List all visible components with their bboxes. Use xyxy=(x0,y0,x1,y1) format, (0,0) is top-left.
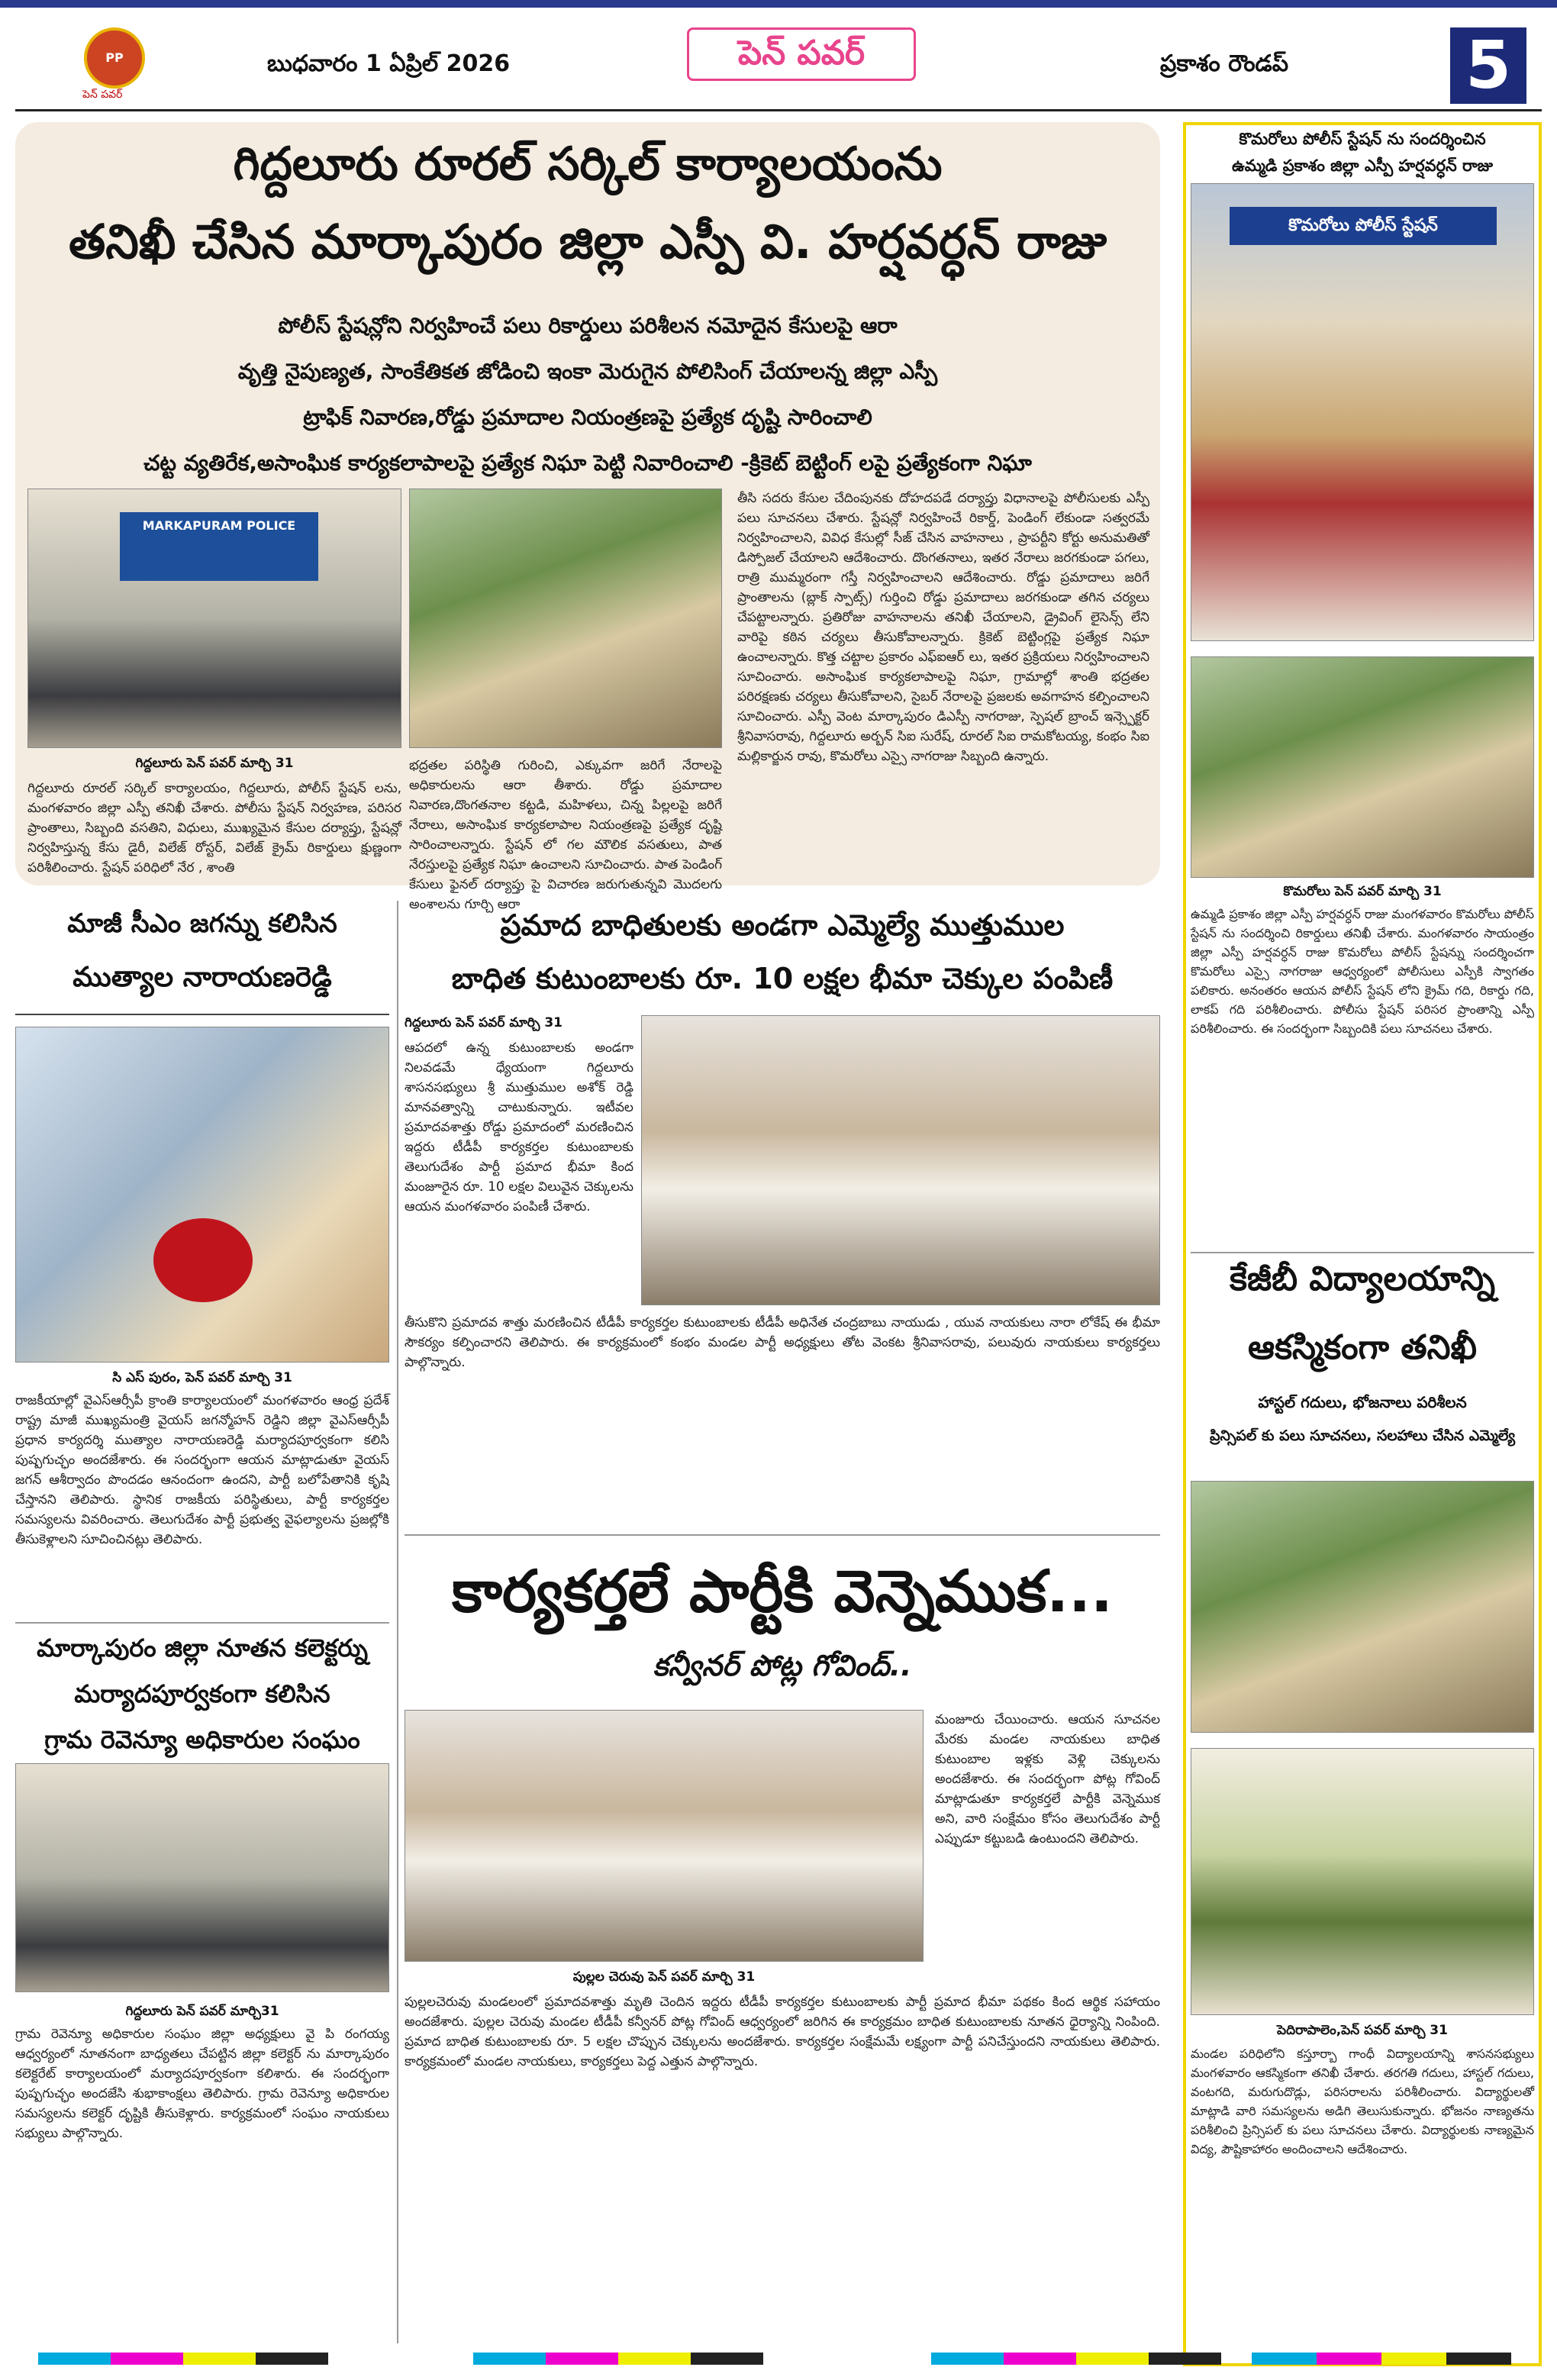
registration-bar xyxy=(931,2353,1221,2365)
lead-sub-4: చట్ట వ్యతిరేక,అసాంఘిక కార్యకలాపాలపై ప్రత్యేక నిఘా పెట్టి నివారించాలి -క్రికెట్ బెట్టింగ్ లపై ప్రత్యేకంగా నిఘా xyxy=(143,450,1032,476)
lead-headline-2: తనిఖీ చేసిన మార్కాపురం జిల్లా ఎస్పీ వి. హర్షవర్ధన్ రాజు xyxy=(68,214,1107,269)
page-date: బుధవారం 1 ఏప్రిల్ 2026 xyxy=(267,50,511,77)
convener-photo xyxy=(405,1710,924,1962)
right-body: ఉమ్మడి ప్రకాశం జిల్లా ఎస్పీ హర్షవర్ధన్ రాజు మంగళవారం కొమరోలు పోలీస్ స్టేషన్ ను సందర్శించి రికార్డులు తనిఖీ చేశారు. మంగళవారం సాయంత్రం జిల్లా ఎస్పీ హర్షవర్ధన్ రాజు కొమరోలు పోలీస్ స్టేషన్ను సందర్శించగా కొమరోలు ఎస్సై నాగరాజు ఆధ్వర్యంలో పోలీసులు ఎస్పీకి స్వాగతం పలికారు. అనంతరం ఆయన పోలీస్ స్టేషన్ లోని క్రైమ్ గది, రికార్డు గది, లాకప్ గది పరిశీలించారు. పోలీసు స్టేషన్ పరిసర ప్రాంతాన్ని ఎస్పీ పరిశీలించారు. ఈ సందర్భంగా సిబ్బందికి పలు సూచనలు చేశారు. xyxy=(1191,907,1534,1036)
jagan-title-box xyxy=(15,901,389,1015)
lead-sub-1: పోలీస్ స్టేషన్లోని నిర్వహించే పలు రికార్డులు పరిశీలన నమోదైన కేసులపై ఆరా xyxy=(278,313,898,338)
convener-title: కార్యకర్తలే పార్టీకి వెన్నెముక... xyxy=(452,1557,1113,1625)
jagan-title-2: ముత్యాల నారాయణరెడ్డి xyxy=(73,962,332,993)
collector-caption: గిద్దలూరు పెన్ పవర్ మార్చి31 xyxy=(125,2004,279,2019)
lead-body-left: గిద్దలూరు రూరల్ సర్కిల్ కార్యాలయం, గిద్దలూరు, పోలీస్ స్టేషన్ లను, మంగళవారం జిల్లా ఎస్పీ తనిఖీ చేశారు. పోలీసు స్టేషన్ నిర్వహణ, పరిసర ప్రాంతాలు, సిబ్బంది వసతిని, విధులు, ముఖ్యమైన కేసుల దర్యాప్తు, స్టేషన్లో నిర్వహిస్తున్న కేసు డైరీ, విలేజ్ రోస్టర్, విలేజ్ క్రైమ్ రికార్డులు క్షుణ్ణంగా పరిశీలించారు. స్టేషన్ పరిధిలో నేర , శాంతి xyxy=(27,781,401,876)
kgbv-title-1: కేజీబీ విద్యాలయాన్ని xyxy=(1229,1259,1495,1298)
mla-dateline: గిద్దలూరు పెన్ పవర్ మార్చి 31 xyxy=(405,1015,563,1030)
bouquet-icon xyxy=(153,1218,253,1302)
lead-headline-1: గిద్దలూరు రూరల్ సర్కిల్ కార్యాలయంను xyxy=(233,137,943,191)
right-title-2: ఉమ్మడి ప్రకాశం జిల్లా ఎస్పీ హర్షవర్ధన్ రాజు xyxy=(1231,156,1494,175)
lead-body-mid: భద్రతల పరిస్థితి గురించి, ఎక్కువగా జరిగే నేరాలపై అధికారులను ఆరా తీశారు. రోడ్డు ప్రమాదాల నివారణ,దొంగతనాల కట్టడి, మహిళలు, చిన్న పిల్లలపై జరిగే నేరాలు, అసాంఘిక కార్యకలాపాల నియంత్రణపై ప్రత్యేక దృష్టి సారించాలన్నారు. స్టేషన్ లో గల మౌలిక వసతులు, పాత నేరస్తులపై ప్రత్యేక నిఘా ఉంచాలని సూచించారు. పాత పెండింగ్ కేసులు ఫైనల్ దర్యాప్తు పై విచారణ జరుగుతున్నవి మొదలగు అంశాలను గూర్చి ఆరా xyxy=(409,758,722,912)
collector-photo xyxy=(15,1763,389,1992)
convener-subtitle: కన్వీనర్ పోట్ల గోవింద్.. xyxy=(653,1649,912,1682)
collector-body: గ్రామ రెవెన్యూ అధికారుల సంఘం జిల్లా అధ్యక్షులు వై పి రంగయ్య ఆధ్వర్యంలో నూతనంగా బాధ్యతలు చేపట్టిన జిల్లా కలెక్టర్ ను మార్కాపురం కలెక్టరేట్ కార్యాలయంలో మర్యాదపూర్వకంగా కలిశారు. ఈ సందర్భంగా పుష్పగుచ్ఛం అందజేసి శుభాకాంక్షలు తెలిపారు. గ్రామ రెవెన్యూ అధికారుల సమస్యలను కలెక్టర్ దృష్టికి తీసుకెళ్లారు. కార్యక్రమంలో సంఘం నాయకులు సభ్యులు పాల్గొన్నారు. xyxy=(15,2027,389,2141)
station-sign: కొమరోలు పోలీస్ స్టేషన్ xyxy=(1230,207,1497,245)
kgbv-photo-1 xyxy=(1191,1481,1534,1733)
mla-body-col: ఆపదలో ఉన్న కుటుంబాలకు అండగా నిలవడమే ధ్యేయంగా గిద్దలూరు శాసనసభ్యులు శ్రీ ముత్తుముల అశోక్ రెడ్డి మానవత్వాన్ని చాటుకున్నారు. ఇటీవల ప్రమాదవశాత్తు రోడ్డు ప్రమాదంలో మరణించిన ఇద్దరు టీడీపీ కార్యకర్తల కుటుంబాలకు తెలుగుదేశం పార్టీ ప్రమాద భీమా కింద మంజూరైన రూ. 10 లక్షల విలువైన చెక్కులను ఆయన మంగళవారం పంపిణీ చేశారు. xyxy=(405,1040,633,1214)
police-banner: MARKAPURAM POLICE xyxy=(120,512,318,581)
lead-caption: గిద్దలూరు పెన్ పవర్ మార్చి 31 xyxy=(135,756,294,771)
lead-sub-3: ట్రాఫిక్ నివారణ,రోడ్డు ప్రమాదాల నియంత్రణపై ప్రత్యేక దృష్టి సారించాలి xyxy=(303,405,872,430)
divider xyxy=(405,1534,1160,1536)
kgbv-caption: పెదిరాపాలెం,పెన్ పవర్ మార్చి 31 xyxy=(1277,2023,1448,2038)
lead-story xyxy=(15,122,1160,912)
mla-body-bottom: తీసుకొని ప్రమాదవ శాత్తు మరణించిన టీడీపీ కార్యకర్తల కుటుంబాలకు టీడీపీ అధినేత చంద్రబాబు నాయుడు , యువ నాయకులు నారా లోకేష్ ఈ భీమా సౌకర్యం కల్పించారని తెలిపారు. ఈ కార్యక్రమంలో కంభం మండల పార్టీ అధ్యక్షులు తోట వెంకట శ్రీనివాసరావు, పలువురు నాయకులు కార్యకర్తలు పాల్గొన్నారు. xyxy=(405,1315,1160,1370)
kgbv-sub-1: హాస్టల్ గదులు, భోజనాలు పరిశీలన xyxy=(1258,1393,1467,1411)
kgbv-body: మండల పరిధిలోని కస్తూర్బా గాంధీ విద్యాలయాన్ని శాసనసభ్యులు మంగళవారం ఆకస్మికంగా తనిఖీ చేశారు. తరగతి గదులు, హాస్టల్ గదులు, వంటగది, మరుగుదొడ్లు, పరిసరాలను పరిశీలించారు. విద్యార్థులతో మాట్లాడి వారి సమస్యలను అడిగి తెలుసుకున్నారు. భోజనం నాణ్యతను పరిశీలించి ప్రిన్సిపల్ కు పలు సూచనలు చేశారు. విద్యార్థులకు నాణ్యమైన విద్య, పౌష్టికాహారం అందించాలని ఆదేశించారు. xyxy=(1191,2046,1534,2156)
registration-bar xyxy=(38,2353,328,2365)
jagan-body: రాజకీయాల్లో వైఎస్ఆర్సీపీ క్రాంతి కార్యాలయంలో మంగళవారం ఆంధ్ర ప్రదేశ్ రాష్ట్ర మాజీ ముఖ్యమంత్రి వైయస్ జగన్మోహన్ రెడ్డిని జిల్లా వైఎస్ఆర్సీపీ ప్రధాన కార్యదర్శి ముత్యాల నారాయణరెడ్డి మర్యాదపూర్వకంగా కలిసి పుష్పగుచ్ఛం అందజేశారు. ఈ సందర్భంగా ఆయన మాట్లాడుతూ వైయస్ జగన్ ఆశీర్వాదం పొందడం ఆనందంగా ఉందని, పార్టీ బలోపేతానికి కృషి చేస్తానని తెలిపారు. స్థానిక రాజకీయ పరిస్థితులు, పార్టీ కార్యకర్తల సమస్యలను వివరించారు. తెలుగుదేశం పార్టీ ప్రభుత్వ వైఫల్యాలను ప్రజల్లోకి తీసుకెళ్లాలని సూచించినట్లు తెలిపారు. xyxy=(15,1393,389,1547)
lead-body-right: తీసి సదరు కేసుల చేదింపునకు దోహదపడే దర్యాప్తు విధానాలపై పోలీసులకు ఎస్పీ పలు సూచనలు చేశారు. స్టేషన్లో నిర్వహించే రికార్డ్, పెండింగ్ లేకుండా సత్వరమే నిర్వహించాలని, వివిధ కేసుల్లో సీజ్ చేసిన వాహనాలు , ప్రాపర్టీని కోర్టు అనుమతితో డిస్పోజల్ చేయాలని ఆదేశించారు. దొంగతనాలు, ఇతర నేరాలు జరగకుండా పగలు, రాత్రి ముమ్మరంగా గస్తీ నిర్వహించాలని ఆదేశించారు. రోడ్డు ప్రమాదాలు జరిగే ప్రాంతాలను (బ్లాక్ స్పాట్స్) గుర్తించి రోడ్డు ప్రమాదాలు జరగకుండా తగిన చర్యలు చేపట్టాలన్నారు. ప్రతిరోజు వాహనాలను తనిఖీ చేయాలని, డ్రైవింగ్ లైసెన్స్ లేని వారిపై కఠిన చర్యలు తీసుకోవాలన్నారు. క్రికెట్ బెట్టింగ్లపై ప్రత్యేక నిఘా ఉంచాలన్నారు. కొత్త చట్టాల ప్రకారం ఎఫ్ఐఆర్ లు, ఇతర ప్రక్రియలు నిర్వహించాలని సూచించారు. అసాంఘిక కార్యకలాపాలపై నిఘా, గ్రామాల్లో శాంతి భద్రతల పరిరక్షణకు చర్యలు తీసుకోవాలని, సైబర్ నేరాలపై ప్రజలకు అవగాహన కల్పించాలని సూచించారు. ఎస్పీ వెంట మార్కాపురం డిఎస్పీ నాగరాజు, స్పెషల్ బ్రాంచ్ ఇన్స్పెక్టర్ శ్రీనివాసరావు, గిద్దలూరు అర్బన్ సిఐ సురేష్, రూరల్ సిఐ రామకోటయ్య, కంభం సిఐ మల్లికార్జున రావు, కొమరోలు ఎస్సై నాగరాజు సిబ్బంది ఉన్నారు. xyxy=(737,491,1149,764)
station-photo xyxy=(1191,183,1534,641)
kgbv-title-2: ఆకస్మికంగా తనిఖీ xyxy=(1247,1328,1478,1367)
divider xyxy=(1191,1252,1534,1253)
jagan-caption: సి ఎస్ పురం, పెన్ పవర్ మార్చి 31 xyxy=(112,1370,292,1385)
meeting-photo xyxy=(27,489,401,748)
mla-title-2: బాధిత కుటుంబాలకు రూ. 10 లక్షల భీమా చెక్కుల పంపిణీ xyxy=(451,962,1114,995)
convener-caption: పుల్లల చెరువు పెన్ పవర్ మార్చి 31 xyxy=(572,1969,756,1985)
kgbv-sub-2: ప్రిన్సిపల్ కు పలు సూచనలు, సలహాలు చేసిన ఎమ్మెల్యే xyxy=(1209,1427,1516,1444)
masthead: పెన్ పవర్ xyxy=(687,27,916,81)
logo-text: పెన్ పవర్ xyxy=(82,89,123,101)
right-caption: కొమరోలు పెన్ పవర్ మార్చి 31 xyxy=(1283,884,1442,899)
kgbv-photo-2 xyxy=(1191,1748,1534,2015)
collector-title-3: గ్రామ రెవెన్యూ అధికారుల సంఘం xyxy=(44,1725,360,1754)
collector-title-2: మర్యాదపూర్వకంగా కలిసిన xyxy=(74,1679,330,1708)
mla-photo xyxy=(641,1015,1160,1305)
registration-bar xyxy=(473,2353,763,2365)
right-title-1: కొమరోలు పోలీస్ స్టేషన్ ను సందర్శించిన xyxy=(1239,130,1486,148)
registration-bar xyxy=(1252,2353,1511,2365)
mla-title-1: ప్రమాద బాధితులకు అండగా ఎమ్మెల్యే ముత్తుముల xyxy=(500,908,1065,942)
top-color-bar xyxy=(0,0,1557,8)
plantation-photo xyxy=(409,489,722,748)
lead-sub-2: వృత్తి నైపుణ్యత, సాంకేతికత జోడించి ఇంకా మెరుగైన పోలిసింగ్ చేయాలన్న జిల్లా ఎస్పీ xyxy=(237,359,938,384)
jagan-photo xyxy=(15,1027,389,1363)
section-name: ప్రకాశం రౌండప్ xyxy=(1160,50,1289,77)
convener-body: పుల్లలచెరువు మండలంలో ప్రమాదవశాత్తు మృతి చెందిన ఇద్దరు టీడీపీ కార్యకర్తల కుటుంబాలకు పార్టీ ప్రమాద భీమా పథకం కింద ఆర్థిక సహాయం అందజేశారు. పుల్లల చెరువు మండల టీడీపీ కన్వీనర్ పోట్ల గోవింద్ ఆధ్వర్యంలో జరిగిన ఈ కార్యక్రమం బాధిత కుటుంబాలకు నూతన ధైర్యాన్ని నింపింది. ప్రమాద బాధిత కుటుంబాలకు రూ. 5 లక్షల చొప్పున చెక్కులను అందజేశారు. కార్యకర్తల సంక్షేమమే లక్ష్యంగా పార్టీ పనిచేస్తుందని నాయకులు తెలిపారు. కార్యక్రమంలో మండల నాయకులు, కార్యకర్తలు పెద్ద ఎత్తున పాల్గొన్నారు. xyxy=(405,1995,1160,2069)
page-header xyxy=(15,27,1542,111)
station-yard-photo xyxy=(1191,656,1534,878)
column-divider xyxy=(397,901,398,2343)
jagan-title-1: మాజీ సీఎం జగన్ను కలిసిన xyxy=(67,908,337,939)
collector-title-1: మార్కాపురం జిల్లా నూతన కలెక్టర్ను xyxy=(37,1633,368,1662)
convener-body-side: మంజూరు చేయించారు. ఆయన సూచనల మేరకు మండల నాయకులు బాధిత కుటుంబాల ఇళ్లకు వెళ్లి చెక్కులను అందజేశారు. ఈ సందర్భంగా పోట్ల గోవింద్ మాట్లాడుతూ కార్యకర్తలే పార్టీకి వెన్నెముక అని, వారి సంక్షేమం కోసం తెలుగుదేశం పార్టీ ఎప్పుడూ కట్టుబడి ఉంటుందని తెలిపారు. xyxy=(935,1712,1160,1846)
page-number: 5 xyxy=(1450,27,1526,104)
divider xyxy=(15,1622,389,1624)
logo-icon: PP xyxy=(84,27,145,89)
